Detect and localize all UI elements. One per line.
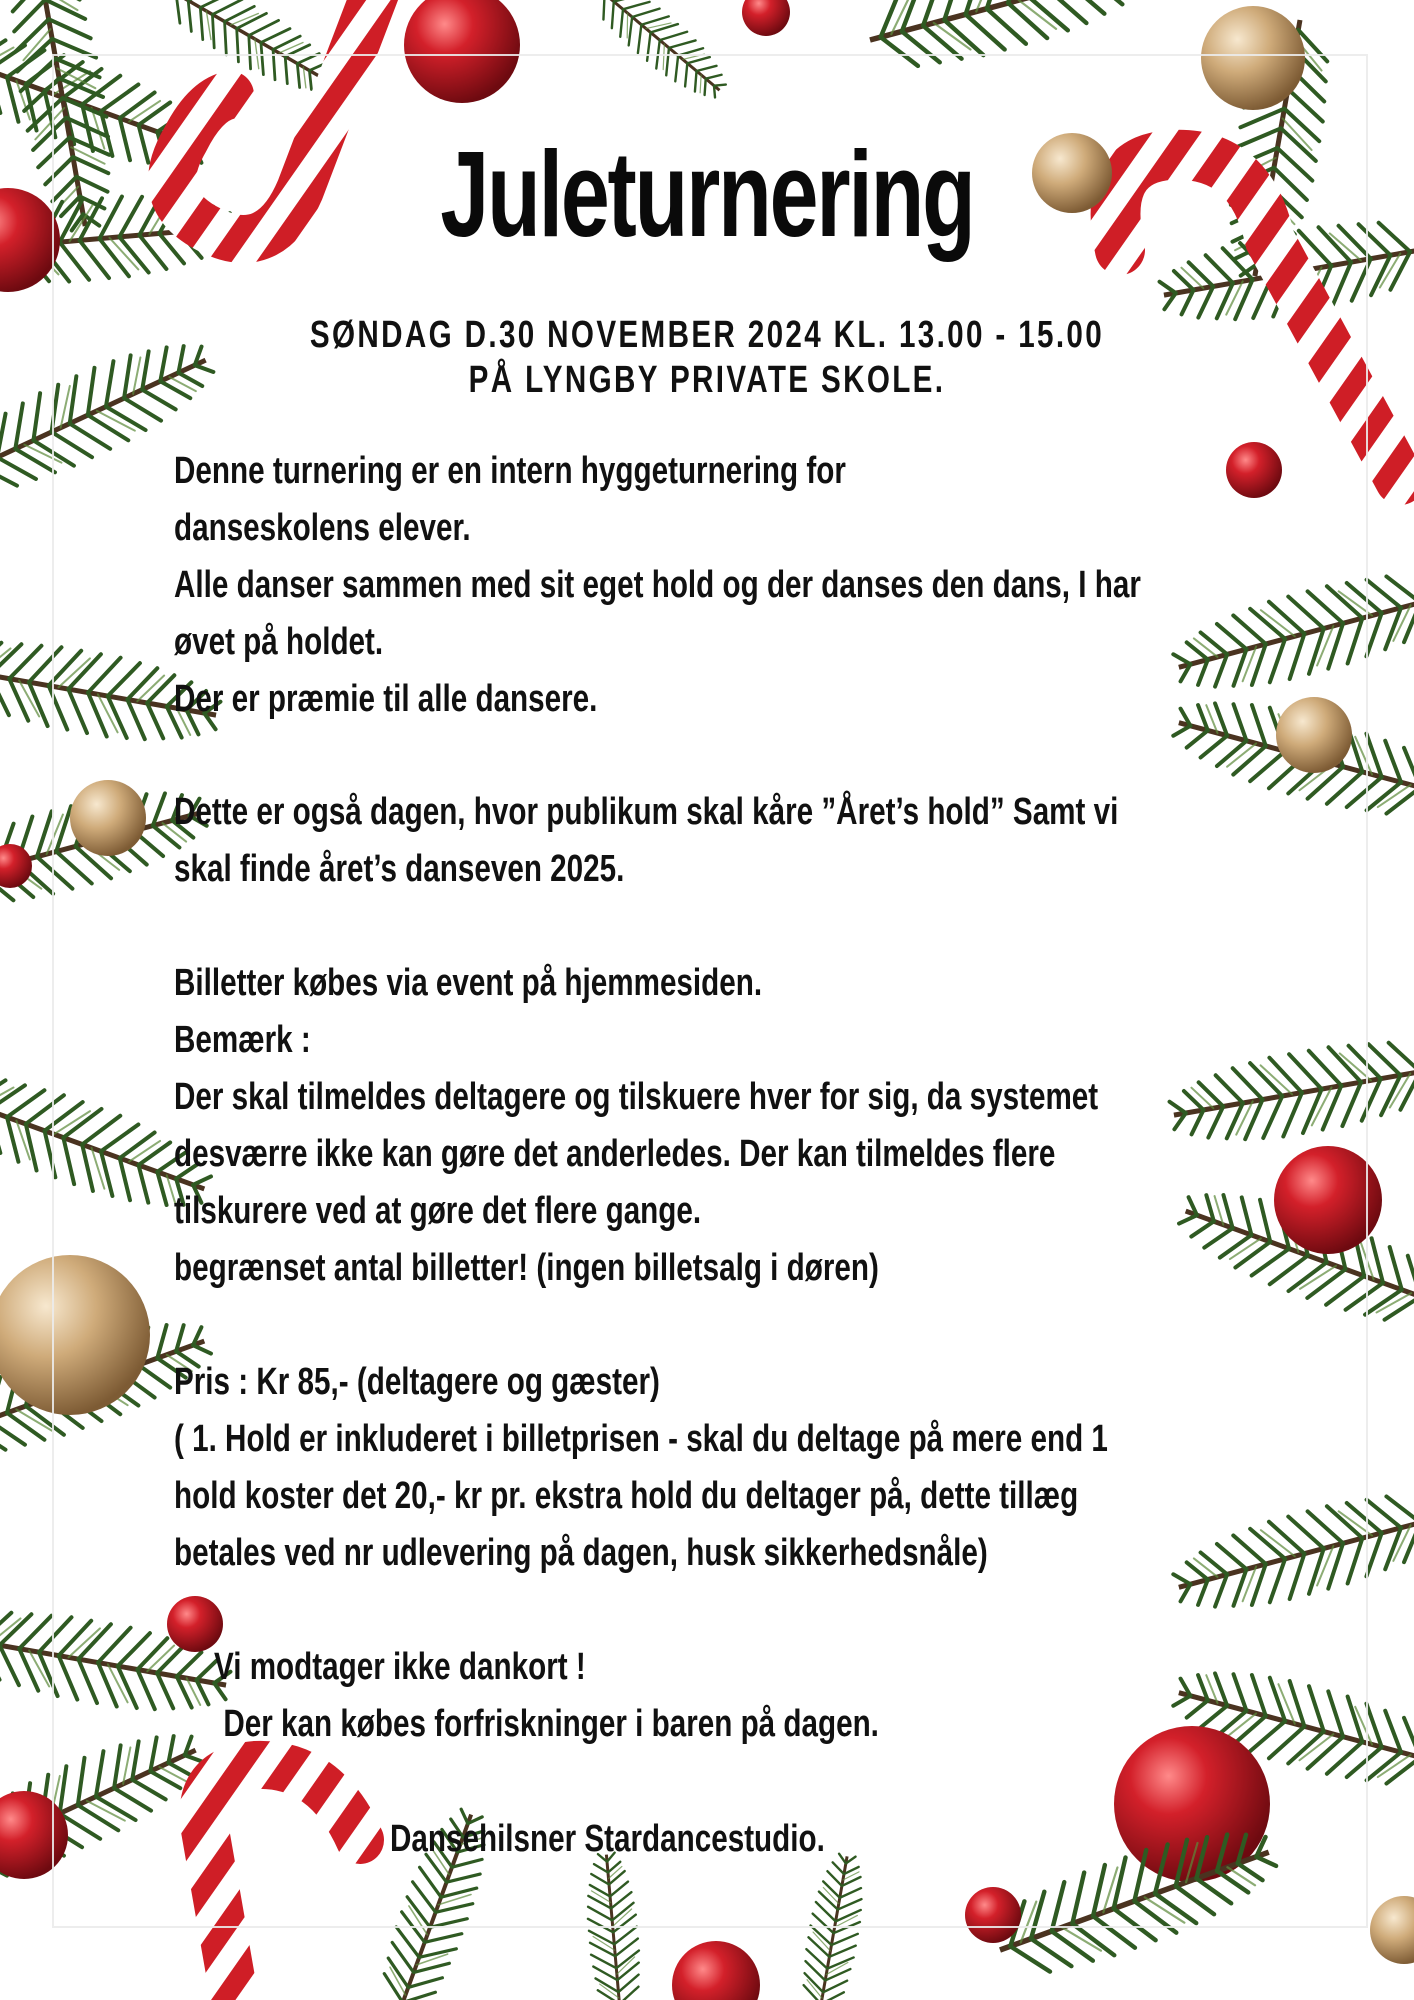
event-date-line: SØNDAG D.30 NOVEMBER 2024 KL. 13.00 - 15.00 bbox=[309, 314, 1105, 356]
text-line: Der skal tilmeldes deltagere og tilskuere hver for sig, da systemet bbox=[174, 1076, 1099, 1118]
event-venue-line: PÅ LYNGBY PRIVATE SKOLE. bbox=[468, 359, 946, 401]
text-line: Pris : Kr 85,- (deltagere og gæster) bbox=[174, 1361, 660, 1403]
text-line: skal finde året’s danseven 2025. bbox=[174, 848, 625, 890]
text-line: Alle danser sammen med sit eget hold og der danses den dans, I har bbox=[174, 564, 1141, 606]
signature: Dansehilsner Stardancestudio. bbox=[390, 1818, 825, 1860]
tickets-paragraph bbox=[174, 955, 1099, 1297]
text-line: Dette er også dagen, hvor publikum skal kåre ”Året’s hold” Samt vi bbox=[174, 791, 1119, 833]
intro-paragraph bbox=[174, 443, 1141, 728]
payment-paragraph bbox=[214, 1639, 1134, 1753]
text-line: Bemærk : bbox=[174, 1019, 311, 1061]
award-paragraph bbox=[174, 784, 1119, 898]
text-line: Billetter købes via event på hjemmesiden. bbox=[174, 962, 763, 1004]
price-paragraph bbox=[174, 1354, 1108, 1582]
text-line: hold koster det 20,- kr pr. ekstra hold du deltager på, dette tillæg bbox=[174, 1475, 1079, 1517]
text-line: Der kan købes forfriskninger i baren på dagen. bbox=[223, 1703, 879, 1745]
text-line: desværre ikke kan gøre det anderledes. Der kan tilmeldes flere bbox=[174, 1133, 1056, 1175]
text-line: danseskolens elever. bbox=[174, 507, 471, 549]
poster-title: Juleturnering bbox=[440, 126, 974, 262]
text-line: Vi modtager ikke dankort ! bbox=[214, 1646, 586, 1688]
text-line: tilskurere ved at gøre det flere gange. bbox=[174, 1190, 702, 1232]
text-line: ( 1. Hold er inkluderet i billetprisen - skal du deltage på mere end 1 bbox=[174, 1418, 1108, 1460]
text-line: betales ved nr udlevering på dagen, husk sikkerhedsnåle) bbox=[174, 1532, 988, 1574]
text-line: Der er præmie til alle dansere. bbox=[174, 678, 598, 720]
text-line: Denne turnering er en intern hyggeturnering for bbox=[174, 450, 846, 492]
text-line: øvet på holdet. bbox=[174, 621, 384, 663]
text-line: begrænset antal billetter! (ingen billetsalg i døren) bbox=[174, 1247, 879, 1289]
